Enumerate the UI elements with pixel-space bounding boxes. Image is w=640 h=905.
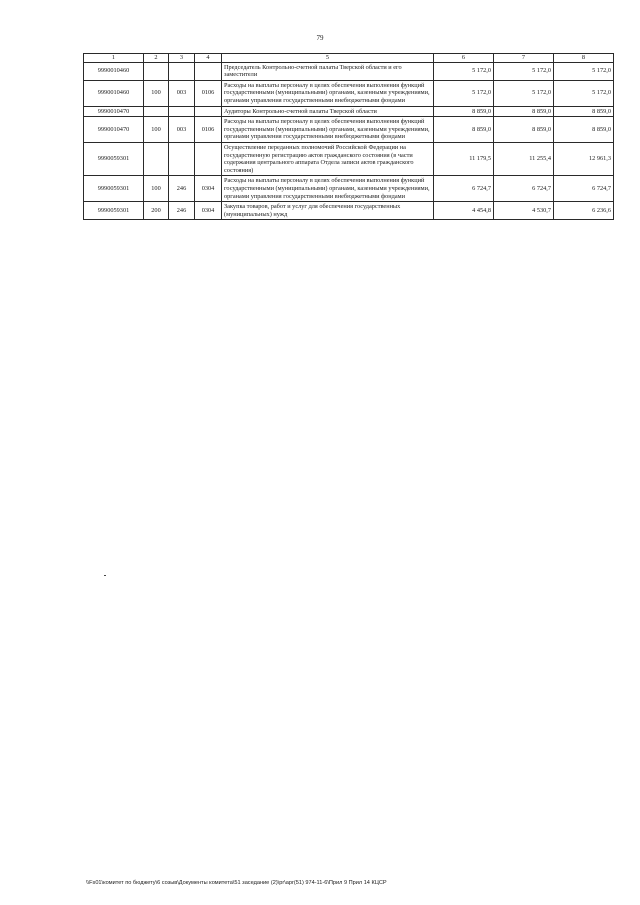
target-code-cell: 9990010460	[84, 62, 144, 80]
file-path-footer: \\Fs01\комитет по бюджету\6 созыв\Документы комитета\51 заседание (2)\pr\apr(51) 974-11-6\Прил 9 Прил 14 КЦСР	[86, 880, 387, 886]
amount-year3-cell: 8 859,0	[554, 106, 614, 117]
table-header-row	[84, 54, 614, 63]
amount-year1-cell: 8 859,0	[434, 106, 494, 117]
amount-year2-cell: 11 255,4	[494, 142, 554, 175]
amount-year2-cell: 5 172,0	[494, 62, 554, 80]
row-name-cell: Аудиторы Контрольно-счетной палаты Тверской области	[222, 106, 434, 117]
page-number: 79	[316, 34, 324, 42]
column-header: 3	[169, 54, 195, 63]
target-code-cell: 9990059301	[84, 142, 144, 175]
budget-table	[83, 53, 614, 220]
table-row	[84, 117, 614, 143]
table-row	[84, 142, 614, 175]
section-cell: 0304	[195, 176, 222, 202]
section-cell: 0304	[195, 202, 222, 220]
table-body	[84, 62, 614, 220]
column-header: 8	[554, 54, 614, 63]
kosgu-cell	[169, 62, 195, 80]
column-header: 4	[195, 54, 222, 63]
kosgu-cell: 003	[169, 117, 195, 143]
kosgu-cell: 246	[169, 202, 195, 220]
row-name-cell: Закупка товаров, работ и услуг для обеспечения государственных (муниципальных) нужд	[222, 202, 434, 220]
table-row	[84, 62, 614, 80]
amount-year1-cell: 4 454,8	[434, 202, 494, 220]
amount-year1-cell: 8 859,0	[434, 117, 494, 143]
column-header: 1	[84, 54, 144, 63]
amount-year2-cell: 8 859,0	[494, 106, 554, 117]
kosgu-cell	[169, 142, 195, 175]
section-cell	[195, 106, 222, 117]
amount-year3-cell: 8 859,0	[554, 117, 614, 143]
expense-type-cell: 100	[144, 117, 169, 143]
amount-year2-cell: 4 530,7	[494, 202, 554, 220]
amount-year1-cell: 11 179,5	[434, 142, 494, 175]
column-header: 2	[144, 54, 169, 63]
expense-type-cell	[144, 142, 169, 175]
column-header: 7	[494, 54, 554, 63]
target-code-cell: 9990010460	[84, 80, 144, 106]
amount-year3-cell: 6 236,6	[554, 202, 614, 220]
amount-year3-cell: 6 724,7	[554, 176, 614, 202]
section-cell: 0106	[195, 117, 222, 143]
target-code-cell: 9990010470	[84, 117, 144, 143]
amount-year2-cell: 6 724,7	[494, 176, 554, 202]
target-code-cell: 9990059301	[84, 176, 144, 202]
target-code-cell: 9990010470	[84, 106, 144, 117]
amount-year3-cell: 5 172,0	[554, 62, 614, 80]
amount-year1-cell: 6 724,7	[434, 176, 494, 202]
table-row	[84, 106, 614, 117]
amount-year2-cell: 5 172,0	[494, 80, 554, 106]
table-row	[84, 202, 614, 220]
amount-year3-cell: 12 961,3	[554, 142, 614, 175]
expense-type-cell: 200	[144, 202, 169, 220]
amount-year1-cell: 5 172,0	[434, 80, 494, 106]
expense-type-cell	[144, 106, 169, 117]
row-name-cell: Расходы на выплаты персоналу в целях обеспечения выполнения функций государственными (муниципальными) органами, казенными учреждениями, органами управления государственными внебюджетными фондами	[222, 176, 434, 202]
column-header: 6	[434, 54, 494, 63]
table-row	[84, 80, 614, 106]
expense-type-cell	[144, 62, 169, 80]
section-cell	[195, 142, 222, 175]
section-cell	[195, 62, 222, 80]
column-header: 5	[222, 54, 434, 63]
kosgu-cell: 003	[169, 80, 195, 106]
scan-speck	[104, 575, 106, 576]
kosgu-cell	[169, 106, 195, 117]
target-code-cell: 9990059301	[84, 202, 144, 220]
kosgu-cell: 246	[169, 176, 195, 202]
row-name-cell: Председатель Контрольно-счетной палаты Тверской области и его заместители	[222, 62, 434, 80]
amount-year1-cell: 5 172,0	[434, 62, 494, 80]
row-name-cell: Осуществление переданных полномочий Российской Федерации на государственную регистрацию актов гражданского состояния (в части содержания центрального аппарата Отдела записи актов гражданского состояния)	[222, 142, 434, 175]
expense-type-cell: 100	[144, 80, 169, 106]
section-cell: 0106	[195, 80, 222, 106]
row-name-cell: Расходы на выплаты персоналу в целях обеспечения выполнения функций государственными (муниципальными) органами, казенными учреждениями, органами управления государственными внебюджетными фондами	[222, 117, 434, 143]
amount-year2-cell: 8 859,0	[494, 117, 554, 143]
table-row	[84, 176, 614, 202]
expense-type-cell: 100	[144, 176, 169, 202]
amount-year3-cell: 5 172,0	[554, 80, 614, 106]
row-name-cell: Расходы на выплаты персоналу в целях обеспечения выполнения функций государственными (муниципальными) органами, казенными учреждениями, органами управления государственными внебюджетными фондами	[222, 80, 434, 106]
